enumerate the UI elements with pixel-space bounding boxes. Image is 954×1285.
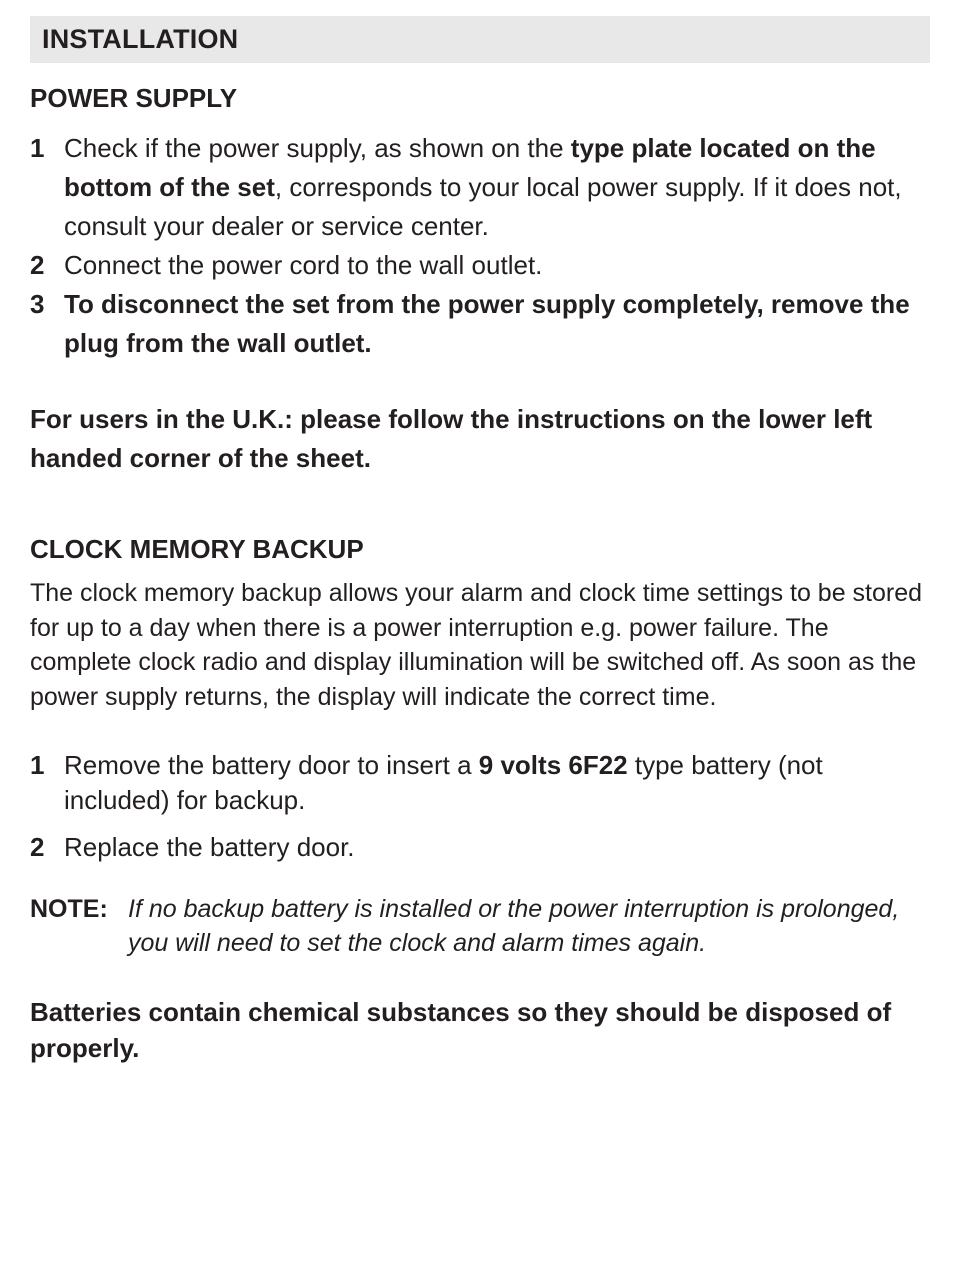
- text-run: type battery (not included) for backup.: [64, 750, 823, 815]
- step-text: [64, 830, 930, 865]
- power-step-1: [30, 129, 930, 246]
- step-text: [64, 246, 930, 285]
- uk-users-note: For users in the U.K.: please follow the instructions on the lower left handed corner of the sheet.: [30, 404, 873, 473]
- power-supply-steps: [30, 129, 930, 363]
- text-run-bold: type plate located on the bottom of the set: [64, 133, 876, 202]
- note-text: If no backup battery is installed or the power interruption is prolonged, you will need to set the clock and alarm times again.: [128, 895, 900, 957]
- step-number: 2: [30, 250, 45, 280]
- section-title-bar: [30, 16, 930, 63]
- step-number: 1: [30, 133, 45, 163]
- section-title: INSTALLATION: [42, 24, 239, 54]
- power-step-2: [30, 246, 930, 285]
- backup-step-2: [30, 830, 930, 865]
- battery-disposal-warning: Batteries contain chemical substances so they should be disposed of properly.: [30, 997, 892, 1063]
- text-run: Check if the power supply, as shown on the: [64, 133, 571, 163]
- step-text: [64, 285, 930, 363]
- note-label: NOTE:: [30, 895, 108, 923]
- text-run: Replace the battery door.: [64, 832, 355, 862]
- text-run: Remove the battery door to insert a: [64, 750, 479, 780]
- step-number: 2: [30, 832, 45, 862]
- step-text: [64, 129, 930, 246]
- step-number: 3: [30, 289, 45, 319]
- text-run-bold: 9 volts 6F22: [478, 750, 628, 780]
- text-run: , corresponds to your local power supply. If it does not, consult your dealer or service center.: [64, 172, 902, 241]
- document-page: [30, 16, 930, 1066]
- clock-backup-paragraph: The clock memory backup allows your alarm and clock time settings to be stored for up to a day when there is a power interruption e.g. power failure. The complete clock radio and display illumination will be switched off. As soon as the power supply returns, the display will indicate the correct time.: [30, 579, 923, 711]
- power-supply-heading: POWER SUPPLY: [30, 83, 238, 113]
- clock-backup-steps: [30, 748, 930, 865]
- text-run: Connect the power cord to the wall outlet.: [64, 250, 543, 280]
- text-run-bold: To disconnect the set from the power supply completely, remove the plug from the wall outlet.: [64, 289, 910, 358]
- clock-backup-heading: CLOCK MEMORY BACKUP: [30, 534, 364, 564]
- step-number: 1: [30, 750, 45, 780]
- backup-step-1: [30, 748, 930, 818]
- step-text: [64, 748, 930, 818]
- backup-note: [30, 892, 930, 960]
- power-step-3: [30, 285, 930, 363]
